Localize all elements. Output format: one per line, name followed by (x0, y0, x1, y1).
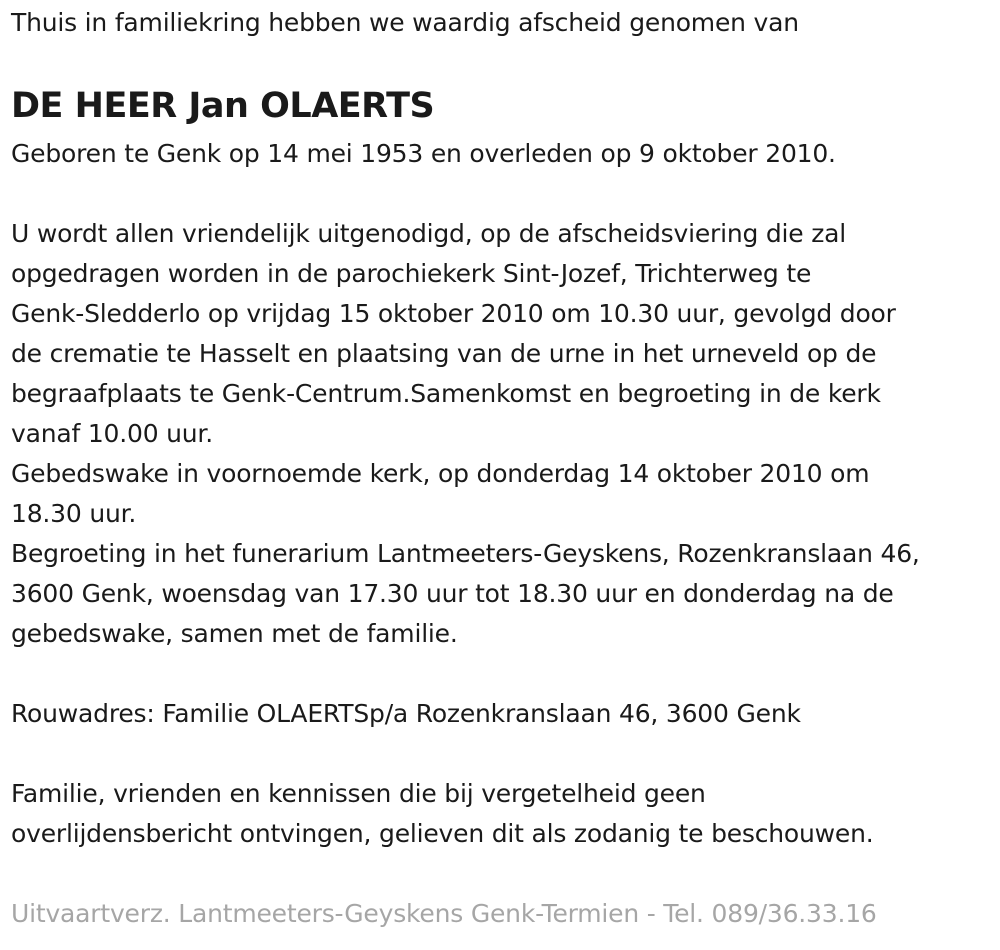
intro-text: Thuis in familiekring hebben we waardig afscheid genomen van (11, 8, 799, 37)
notice-line: Familie, vrienden en kennissen die bij vergetelheid geen (11, 779, 706, 808)
birth-death-text: Geboren te Genk op 14 mei 1953 en overleden op 9 oktober 2010. (11, 139, 836, 168)
ceremony-line: begraafplaats te Genk-Centrum.Samenkomst en begroeting in de kerk (11, 379, 881, 408)
visitation-line: 3600 Genk, woensdag van 17.30 uur tot 18.30 uur en donderdag na de (11, 579, 894, 608)
ceremony-line: opgedragen worden in de parochiekerk Sint-Jozef, Trichterweg te (11, 259, 812, 288)
funeral-home-footer: Uitvaartverz. Lantmeeters-Geyskens Genk-Termien - Tel. 089/36.33.16 (11, 899, 877, 928)
notice-line: overlijdensbericht ontvingen, gelieven dit als zodanig te beschouwen. (11, 819, 874, 848)
ceremony-line: U wordt allen vriendelijk uitgenodigd, op de afscheidsviering die zal (11, 219, 847, 248)
vigil-line: 18.30 uur. (11, 499, 137, 528)
ceremony-line: vanaf 10.00 uur. (11, 419, 213, 448)
visitation-line: Begroeting in het funerarium Lantmeeters-Geyskens, Rozenkranslaan 46, (11, 539, 920, 568)
visitation-line: gebedswake, samen met de familie. (11, 619, 458, 648)
mourning-address: Rouwadres: Familie OLAERTSp/a Rozenkranslaan 46, 3600 Genk (11, 699, 801, 728)
ceremony-line: de crematie te Hasselt en plaatsing van de urne in het urneveld op de (11, 339, 877, 368)
ceremony-line: Genk-Sledderlo op vrijdag 15 oktober 2010 om 10.30 uur, gevolgd door (11, 299, 896, 328)
vigil-line: Gebedswake in voornoemde kerk, op donderdag 14 oktober 2010 om (11, 459, 870, 488)
deceased-name: DE HEER Jan OLAERTS (11, 86, 435, 126)
